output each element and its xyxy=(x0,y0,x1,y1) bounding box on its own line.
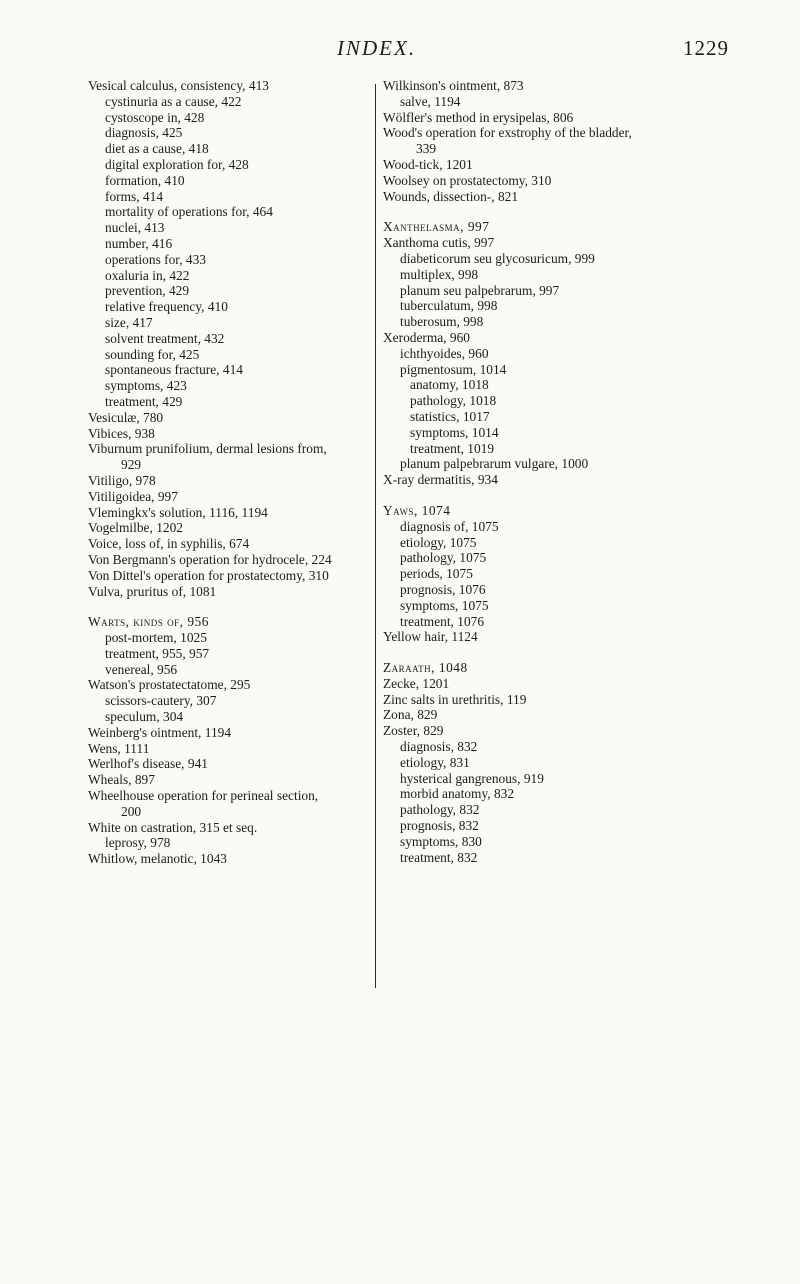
index-entry: Zinc salts in urethritis, 119 xyxy=(383,691,527,707)
index-subentry: mortality of operations for, 464 xyxy=(105,204,273,220)
index-subentry: prognosis, 1076 xyxy=(400,581,486,597)
running-title: INDEX. xyxy=(337,36,417,60)
page-number: 1229 xyxy=(683,36,729,60)
index-subentry: treatment, 955, 957 xyxy=(105,645,210,661)
index-subentry: sounding for, 425 xyxy=(105,346,200,362)
index-subentry: venereal, 956 xyxy=(105,661,178,677)
index-entry: Watson's prostatectatome, 295 xyxy=(88,677,251,693)
index-subentry: tuberosum, 998 xyxy=(400,314,484,330)
index-subentry: nuclei, 413 xyxy=(105,220,165,236)
index-column-left xyxy=(88,78,370,867)
index-entry: Wheals, 897 xyxy=(88,772,155,788)
index-entry-continuation: 200 xyxy=(121,803,142,819)
index-subentry: diagnosis, 832 xyxy=(400,739,478,755)
index-entry: Wood-tick, 1201 xyxy=(383,156,473,172)
index-entry: Wilkinson's ointment, 873 xyxy=(383,78,524,93)
index-entry: Vitiligo, 978 xyxy=(88,472,156,488)
index-entry: Zona, 829 xyxy=(383,707,438,723)
index-subentry: relative frequency, 410 xyxy=(105,299,228,315)
index-entry: Wood's operation for exstrophy of the bladder, xyxy=(383,125,632,141)
index-subentry: post-mortem, 1025 xyxy=(105,630,207,646)
index-subentry: anatomy, 1018 xyxy=(410,377,489,393)
index-subentry: digital exploration for, 428 xyxy=(105,156,249,172)
index-entry: White on castration, 315 et seq. xyxy=(88,819,258,835)
index-entry: Zoster, 829 xyxy=(383,723,444,739)
index-entry: Vibices, 938 xyxy=(88,425,155,441)
index-subentry: salve, 1194 xyxy=(400,93,461,109)
index-entry: Xanthelasma, 997 xyxy=(383,219,490,235)
index-subentry: periods, 1075 xyxy=(400,566,473,582)
index-entry: Vesical calculus, consistency, 413 xyxy=(88,78,269,93)
index-entry: Werlhof's disease, 941 xyxy=(88,756,208,772)
index-subentry: prevention, 429 xyxy=(105,283,190,299)
index-subentry: symptoms, 1014 xyxy=(410,424,499,440)
index-subentry: treatment, 1019 xyxy=(410,440,495,456)
index-subentry: operations for, 433 xyxy=(105,251,206,267)
index-entry-continuation: 929 xyxy=(121,457,142,473)
index-entry: Xanthoma cutis, 997 xyxy=(383,235,495,251)
index-entry: Weinberg's ointment, 1194 xyxy=(88,724,232,740)
index-entry: Yellow hair, 1124 xyxy=(383,629,478,645)
index-entry: Wheelhouse operation for perineal section, xyxy=(88,788,319,804)
index-entry: Von Bergmann's operation for hydrocele, 224 xyxy=(88,551,332,567)
page-header xyxy=(0,36,800,60)
column-divider xyxy=(375,84,376,988)
index-subentry: diagnosis of, 1075 xyxy=(400,518,499,534)
index-subentry: forms, 414 xyxy=(105,188,164,204)
index-subentry: symptoms, 423 xyxy=(105,378,187,394)
index-subentry: pigmentosum, 1014 xyxy=(400,361,507,377)
index-entry: Yaws, 1074 xyxy=(383,502,451,518)
index-entry: Vogelmilbe, 1202 xyxy=(88,520,183,536)
index-subentry: treatment, 429 xyxy=(105,393,183,409)
index-subentry: diabeticorum seu glycosuricum, 999 xyxy=(400,250,595,266)
index-subentry: diagnosis, 425 xyxy=(105,125,183,141)
index-subentry: pathology, 1018 xyxy=(410,393,497,409)
index-subentry: etiology, 831 xyxy=(400,754,470,770)
index-subentry: leprosy, 978 xyxy=(105,835,171,851)
index-subentry: tuberculatum, 998 xyxy=(400,298,498,314)
index-entry: Warts, kinds of, 956 xyxy=(88,614,209,630)
index-subentry: morbid anatomy, 832 xyxy=(400,786,515,802)
index-entry: Vlemingkx's solution, 1116, 1194 xyxy=(88,504,268,520)
index-entry: Von Dittel's operation for prostatectomy, 310 xyxy=(88,567,329,583)
index-entry: X-ray dermatitis, 934 xyxy=(383,472,498,488)
index-entry: Vulva, pruritus of, 1081 xyxy=(88,583,217,599)
index-subentry: cystoscope in, 428 xyxy=(105,109,205,125)
index-entry: Wens, 1111 xyxy=(88,740,150,756)
index-entry: Vitiligoidea, 997 xyxy=(88,488,178,504)
index-subentry: treatment, 832 xyxy=(400,849,478,865)
index-subentry: pathology, 1075 xyxy=(400,550,487,566)
index-subentry: hysterical gangrenous, 919 xyxy=(400,770,544,786)
index-subentry: oxaluria in, 422 xyxy=(105,267,190,283)
index-subentry: planum palpebrarum vulgare, 1000 xyxy=(400,456,589,472)
index-entry: Whitlow, melanotic, 1043 xyxy=(88,851,227,867)
index-subentry: planum seu palpebrarum, 997 xyxy=(400,282,560,298)
index-subentry: spontaneous fracture, 414 xyxy=(105,362,243,378)
index-subentry: diet as a cause, 418 xyxy=(105,141,209,157)
index-entry-continuation: 339 xyxy=(416,141,437,157)
index-subentry: statistics, 1017 xyxy=(410,408,490,424)
index-subentry: symptoms, 830 xyxy=(400,833,482,849)
index-entry: Zecke, 1201 xyxy=(383,675,450,691)
index-entry: Zaraath, 1048 xyxy=(383,660,468,676)
index-subentry: number, 416 xyxy=(105,235,173,251)
index-subentry: solvent treatment, 432 xyxy=(105,330,225,346)
index-entry: Vesiculæ, 780 xyxy=(88,409,164,425)
index-subentry: size, 417 xyxy=(105,314,153,330)
index-entry: Wölfler's method in erysipelas, 806 xyxy=(383,109,574,125)
index-subentry: pathology, 832 xyxy=(400,802,480,818)
index-subentry: symptoms, 1075 xyxy=(400,597,489,613)
index-subentry: scissors-cautery, 307 xyxy=(105,693,217,709)
index-subentry: ichthyoides, 960 xyxy=(400,345,489,361)
index-entry: Xeroderma, 960 xyxy=(383,329,471,345)
index-entry: Wounds, dissection-, 821 xyxy=(383,188,519,204)
index-subentry: prognosis, 832 xyxy=(400,818,479,834)
index-subentry: multiplex, 998 xyxy=(400,266,479,282)
index-subentry: etiology, 1075 xyxy=(400,534,477,550)
index-subentry: speculum, 304 xyxy=(105,709,184,725)
index-column-right xyxy=(383,78,733,865)
index-subentry: cystinuria as a cause, 422 xyxy=(105,93,242,109)
index-subentry: treatment, 1076 xyxy=(400,613,485,629)
index-entry: Viburnum prunifolium, dermal lesions from, xyxy=(88,441,327,457)
index-entry: Woolsey on prostatectomy, 310 xyxy=(383,172,552,188)
index-subentry: formation, 410 xyxy=(105,172,185,188)
index-entry: Voice, loss of, in syphilis, 674 xyxy=(88,536,250,552)
